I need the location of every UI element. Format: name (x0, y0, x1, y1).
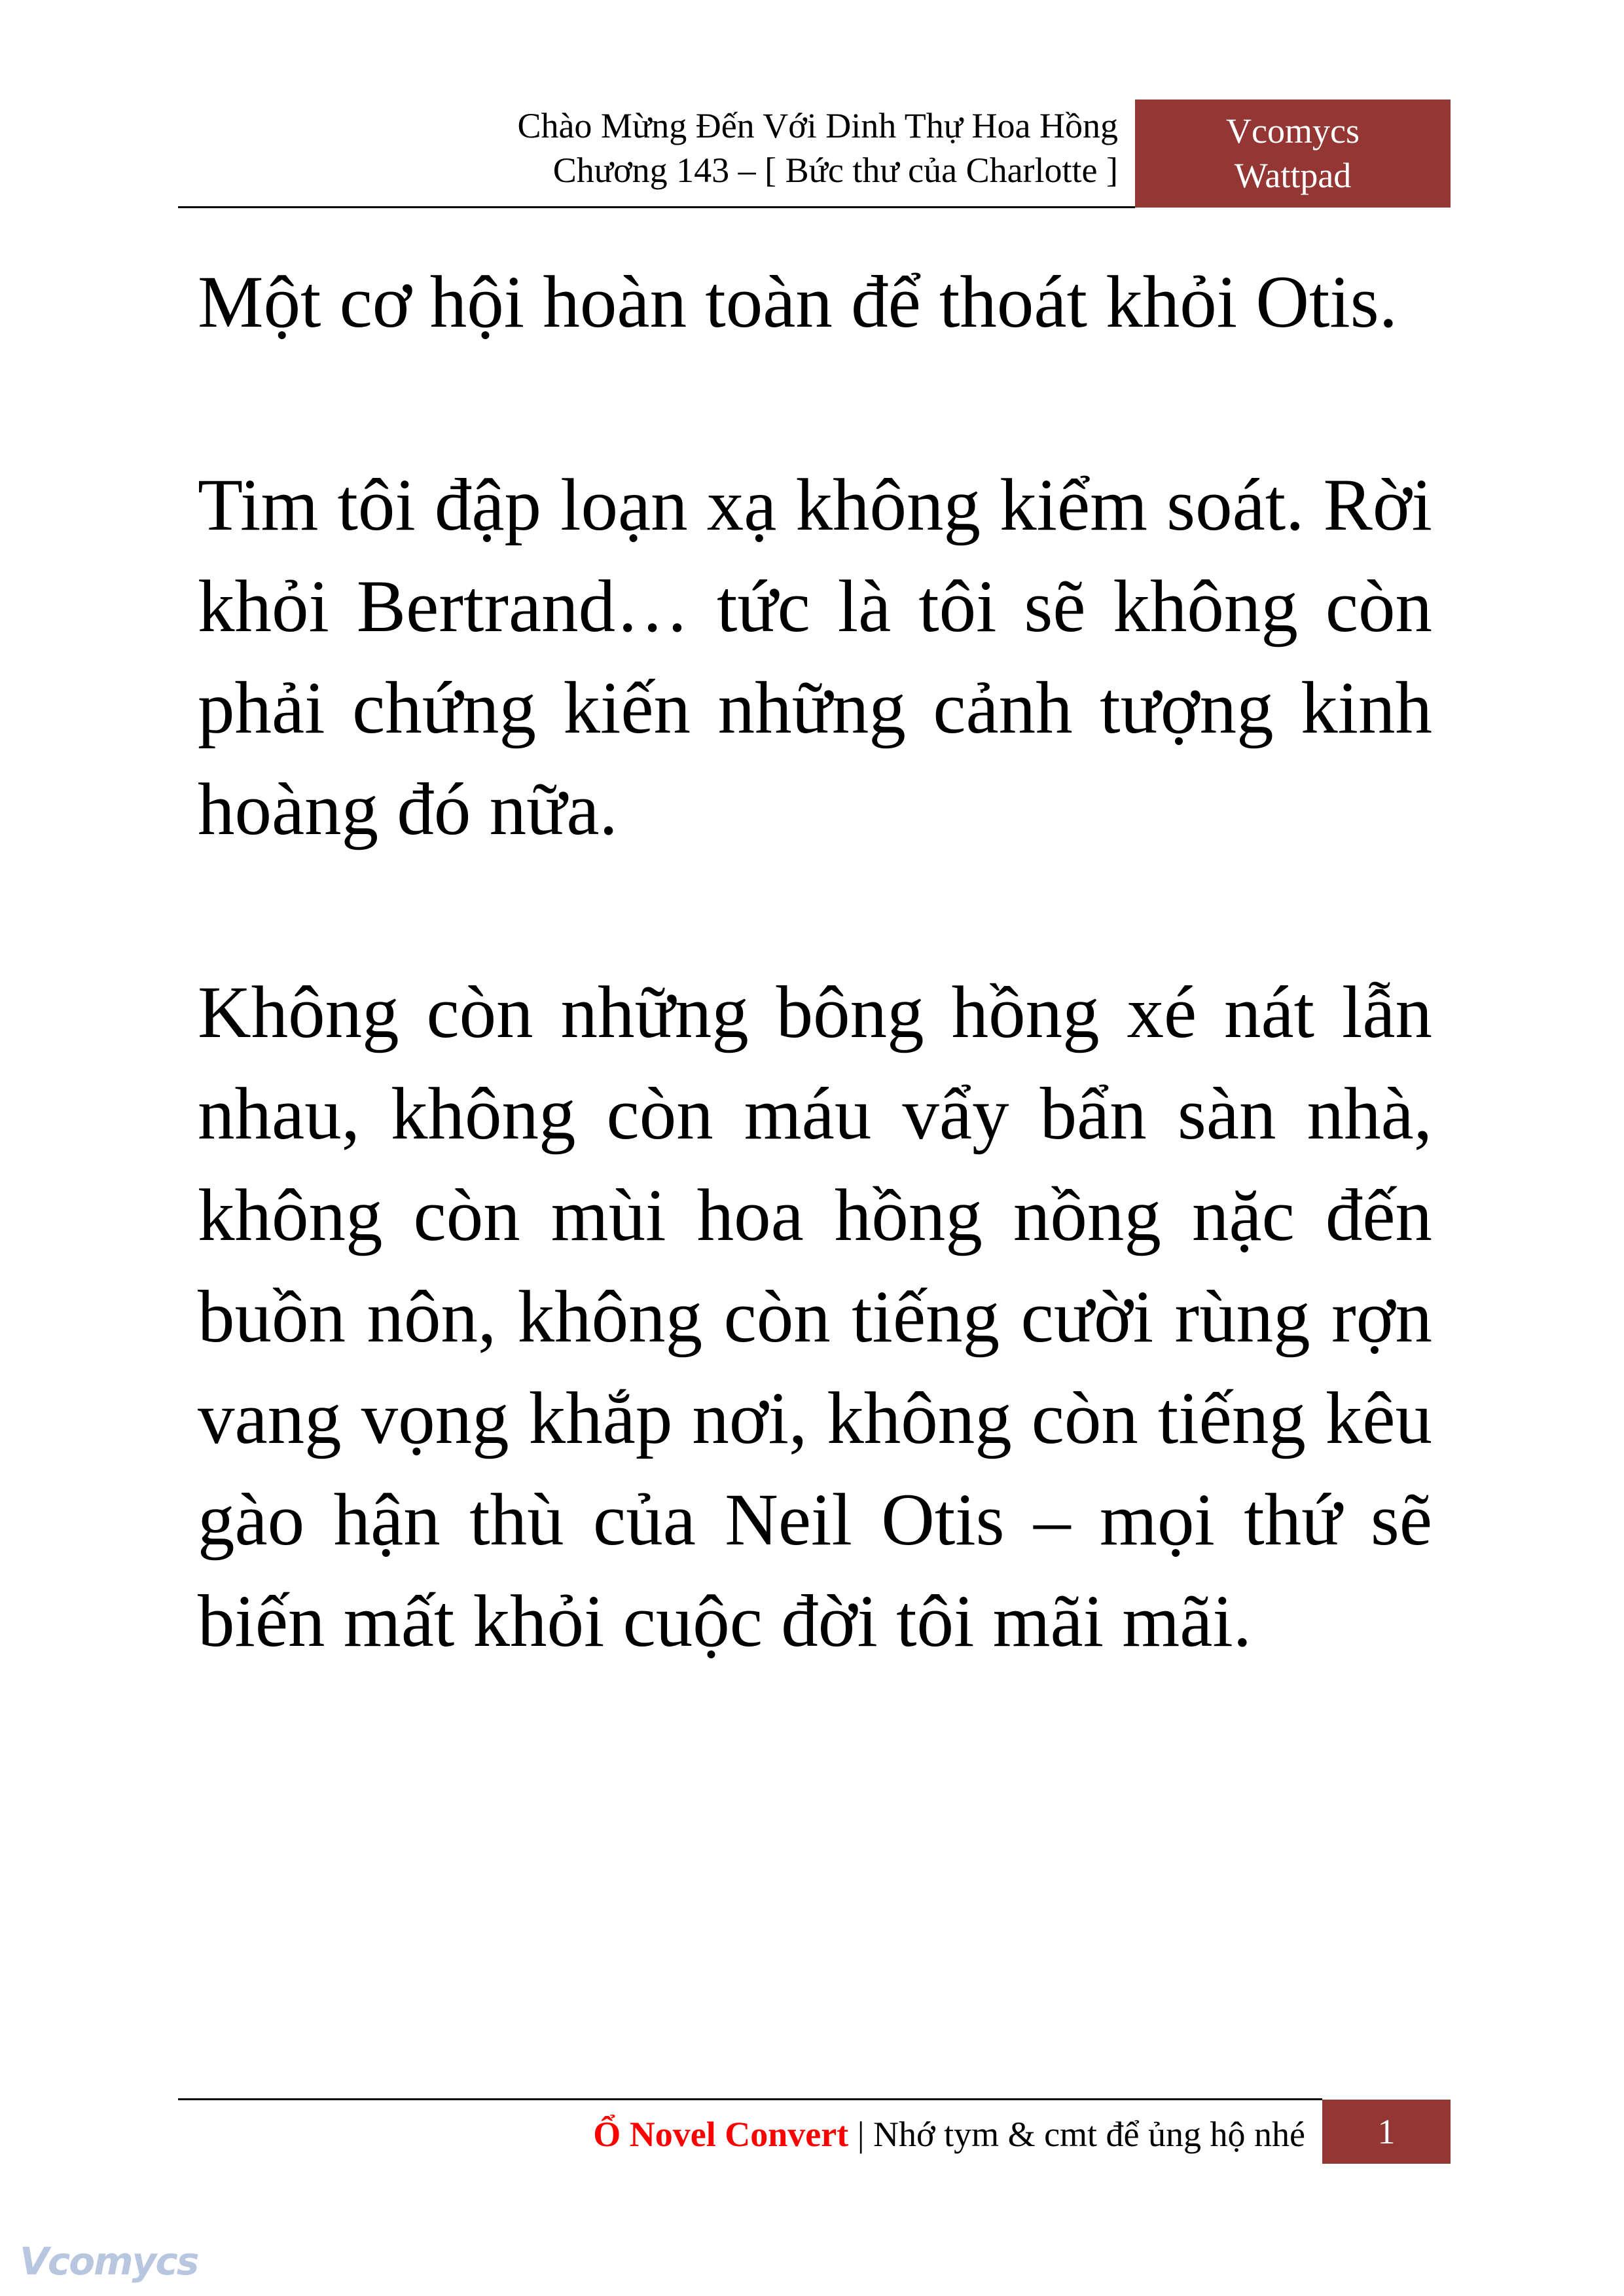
page-body (198, 251, 1432, 1774)
vcomycs-watermark-logo: Vcomycs (20, 2239, 198, 2284)
paragraph-3: Không còn những bông hồng xé nát lẫn nhau, không còn máu vẩy bẩn sàn nhà, không còn mùi hoa hồng nồng nặc đến buồn nôn, không còn tiếng cười rùng rợn vang vọng khắp nơi, không còn tiếng kêu gào hận thù của Neil Otis – mọi thứ sẽ biến mất khỏi cuộc đời tôi mãi mãi. (198, 972, 1432, 1662)
footer-separator: | (848, 2115, 874, 2154)
running-header (196, 103, 1118, 192)
header-divider (178, 206, 1135, 208)
source-badge (1135, 100, 1451, 208)
running-footer (196, 2111, 1305, 2157)
chapter-title: Chương 143 – [ Bức thư của Charlotte ] (552, 151, 1118, 190)
footer-note: Nhớ tym & cmt để ủng hộ nhé (873, 2115, 1305, 2154)
footer-brand: Ổ Novel Convert (593, 2115, 849, 2154)
source-badge-line2: Wattpad (1234, 156, 1352, 195)
source-badge-line1: Vcomycs (1226, 111, 1360, 151)
paragraph-2: Tim tôi đập loạn xạ không kiểm soát. Rời khỏi Bertrand… tức là tôi sẽ không còn phải chứng kiến những cảnh tượng kinh hoàng đó nữa. (198, 464, 1432, 850)
book-title: Chào Mừng Đến Với Dinh Thự Hoa Hồng (517, 106, 1118, 145)
page-number: 1 (1322, 2100, 1451, 2164)
footer-divider (178, 2098, 1322, 2100)
paragraph-1: Một cơ hội hoàn toàn để thoát khỏi Otis. (198, 261, 1398, 343)
